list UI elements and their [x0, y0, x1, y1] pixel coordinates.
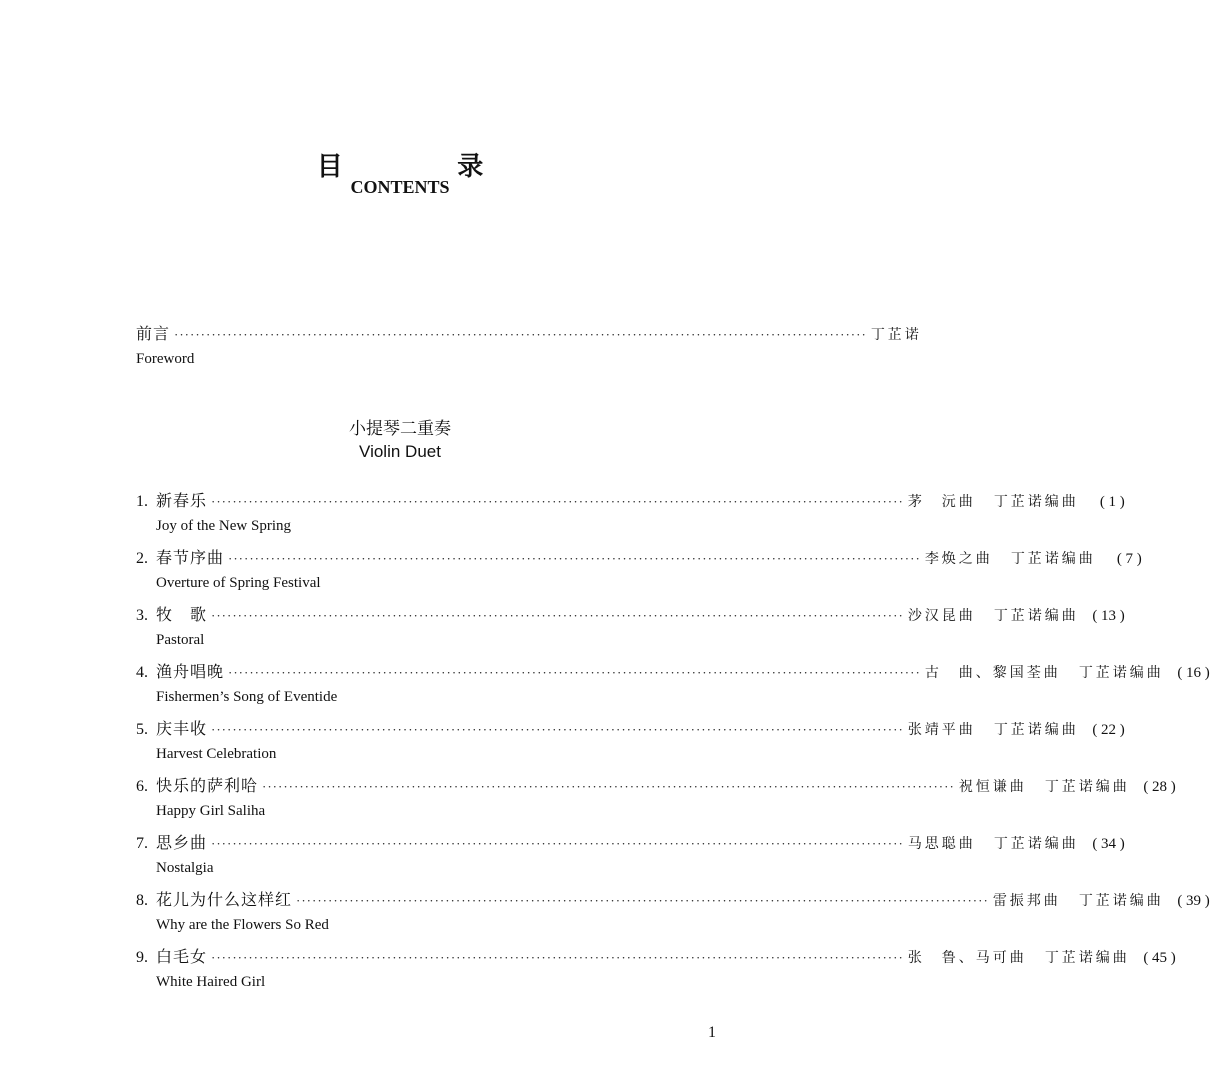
entry-title-en: Pastoral	[156, 632, 205, 648]
toc-entry-9[interactable]	[136, 944, 1176, 966]
entry-title-en: Why are the Flowers So Red	[156, 917, 329, 933]
dot-leader: ··································································································································	[174, 327, 867, 342]
toc-entry-1[interactable]	[136, 488, 1125, 510]
entry-number: 1.	[136, 493, 148, 510]
contents-title-cn: 目 录	[316, 152, 538, 181]
toc-entry-3[interactable]	[136, 602, 1125, 624]
entry-arranger: 丁芷诺编曲	[1010, 552, 1096, 567]
entry-arranger: 丁芷诺编曲	[993, 609, 1079, 624]
entry-title-cn: 渔舟唱晚	[156, 664, 225, 681]
dot-leader: ··································································································································	[296, 893, 989, 908]
entry-composer: 沙汉昆曲	[907, 609, 976, 624]
foreword-author: 丁芷诺	[870, 328, 922, 343]
dot-leader: ··································································································································	[211, 608, 904, 623]
entry-title-cn: 白毛女	[156, 949, 208, 966]
toc-entry-6[interactable]	[136, 773, 1176, 795]
entry-number: 9.	[136, 949, 148, 966]
entry-page: ( 28 )	[1143, 779, 1176, 795]
dot-leader: ··································································································································	[211, 722, 904, 737]
entry-number: 7.	[136, 835, 148, 852]
entry-title-cn: 新春乐	[156, 493, 208, 510]
entry-arranger: 丁芷诺编曲	[1078, 894, 1164, 909]
entry-page: ( 7 )	[1116, 551, 1142, 567]
entry-title-en: Overture of Spring Festival	[156, 575, 321, 591]
entry-composer: 李焕之曲	[924, 552, 993, 567]
page-number: 1	[708, 1024, 716, 1041]
entry-arranger: 丁芷诺编曲	[993, 723, 1079, 738]
entry-page: ( 45 )	[1143, 950, 1176, 966]
dot-leader: ··································································································································	[262, 779, 955, 794]
entry-title-cn: 快乐的萨利哈	[156, 778, 259, 795]
entry-composer: 古 曲、黎国荃曲	[924, 666, 1061, 681]
entry-title-cn: 庆丰收	[156, 721, 208, 738]
entry-title-en: White Haired Girl	[156, 974, 266, 990]
toc-entry-5[interactable]	[136, 716, 1125, 738]
dot-leader: ··································································································································	[211, 836, 904, 851]
entry-number: 8.	[136, 892, 148, 909]
dot-leader: ··································································································································	[228, 551, 921, 566]
entry-arranger: 丁芷诺编曲	[1044, 780, 1130, 795]
toc-entry-4[interactable]	[136, 659, 1210, 681]
entry-composer: 张靖平曲	[907, 723, 976, 738]
entry-composer: 张 鲁、马可曲	[907, 951, 1027, 966]
entry-title-cn: 牧 歌	[156, 607, 208, 624]
section-title-en: Violin Duet	[359, 442, 441, 461]
entry-composer: 雷振邦曲	[992, 894, 1061, 909]
dot-leader: ··································································································································	[211, 950, 904, 965]
entry-title-cn: 春节序曲	[156, 550, 225, 567]
dot-leader: ··································································································································	[228, 665, 921, 680]
entry-page: ( 34 )	[1092, 836, 1125, 852]
entry-composer: 马思聪曲	[907, 837, 976, 852]
entry-number: 5.	[136, 721, 148, 738]
toc-entry-7[interactable]	[136, 830, 1125, 852]
entry-page: ( 1 )	[1099, 494, 1125, 510]
entry-title-cn: 思乡曲	[156, 835, 208, 852]
entry-arranger: 丁芷诺编曲	[993, 837, 1079, 852]
entry-page: ( 39 )	[1177, 893, 1210, 909]
entry-title-en: Fishermen’s Song of Eventide	[156, 689, 338, 705]
foreword-title-en: Foreword	[136, 351, 195, 367]
entry-title-en: Joy of the New Spring	[156, 518, 291, 534]
entry-number: 2.	[136, 550, 148, 567]
entry-title-en: Harvest Celebration	[156, 746, 277, 762]
entry-arranger: 丁芷诺编曲	[993, 495, 1079, 510]
entry-page: ( 13 )	[1092, 608, 1125, 624]
entry-page: ( 22 )	[1092, 722, 1125, 738]
entry-arranger: 丁芷诺编曲	[1078, 666, 1164, 681]
entry-number: 6.	[136, 778, 148, 795]
entry-composer: 茅 沅曲	[907, 495, 976, 510]
entry-page: ( 16 )	[1177, 665, 1210, 681]
foreword-title-cn: 前言	[136, 326, 171, 343]
foreword-entry[interactable]	[136, 321, 922, 343]
entry-title-en: Nostalgia	[156, 860, 214, 876]
entry-title-en: Happy Girl Saliha	[156, 803, 266, 819]
toc-entry-2[interactable]	[136, 545, 1142, 567]
contents-title-en: CONTENTS	[350, 177, 450, 197]
toc-entry-8[interactable]	[136, 887, 1210, 909]
entry-title-cn: 花儿为什么这样红	[156, 892, 293, 909]
entry-number: 3.	[136, 607, 148, 624]
entry-arranger: 丁芷诺编曲	[1044, 951, 1130, 966]
dot-leader: ··································································································································	[211, 494, 904, 509]
entry-number: 4.	[136, 664, 148, 681]
section-title-cn: 小提琴二重奏	[349, 419, 451, 438]
entry-composer: 祝恒谦曲	[958, 780, 1027, 795]
